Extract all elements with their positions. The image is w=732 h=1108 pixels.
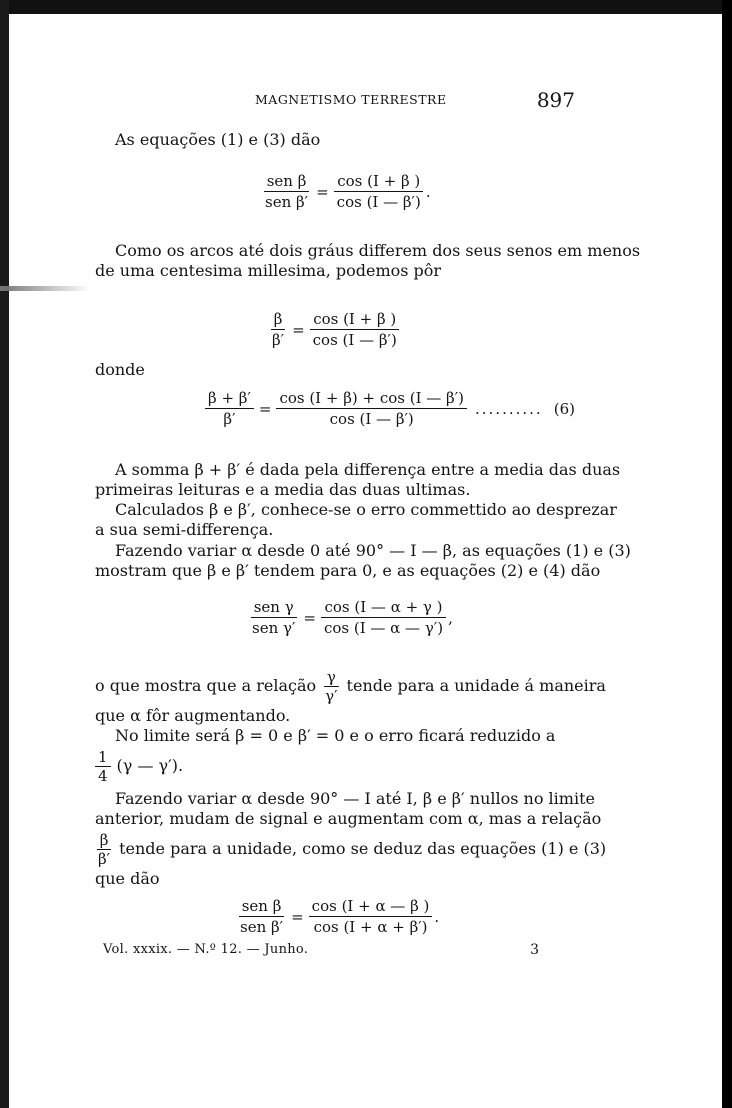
equation-final	[235, 897, 439, 936]
eq3-equals: =	[258, 399, 272, 418]
eq3-right-fraction	[276, 389, 467, 428]
para7-line1: Fazendo variar α desde 90° — I até I, β e β′ nullos no limite	[115, 789, 595, 808]
para2-line2: primeiras leituras e a media das duas ultimas.	[95, 480, 471, 499]
para4-line2: mostram que β e β′ tendem para 0, e as equações (2) e (4) dão	[95, 561, 601, 580]
eq5-right-den: cos (I + α + β′)	[313, 918, 428, 936]
para6-line1: No limite será β = 0 e β′ = 0 e o erro ficará reduzido a	[115, 726, 556, 745]
equation-6	[203, 389, 575, 428]
eq3-left-fraction	[205, 389, 254, 428]
eq1-equals: =	[316, 182, 329, 201]
para5-before: o que mostra que a relação	[95, 676, 317, 695]
eq1-left-den: sen β′	[265, 193, 309, 211]
para3-line1: Calculados β e β′, conhece-se o erro commettido ao desprezar	[115, 500, 617, 519]
paragraph-6	[95, 726, 575, 786]
para5-fraction	[322, 668, 340, 705]
para7-line2: anterior, mudam de signal e augmentam com α, mas a relação	[95, 809, 602, 828]
eq3-left-num: β + β′	[205, 389, 254, 409]
eq2-left-den: β′	[272, 331, 285, 349]
para5-after: tende para a unidade á maneira	[346, 676, 606, 695]
equation-gamma	[247, 598, 453, 637]
eq1-end: .	[425, 182, 431, 201]
eq3-left-den: β′	[223, 410, 236, 428]
paragraph-7	[95, 789, 607, 889]
volume-reference: Vol. xxxix. — N.º 12. — Junho.	[103, 942, 309, 957]
eq5-left-fraction	[237, 897, 286, 936]
para6-after: (γ — γ′).	[116, 756, 184, 775]
eq4-left-fraction	[249, 598, 298, 637]
donde-text: donde	[95, 360, 145, 379]
page-number: 897	[536, 88, 575, 112]
para5-line1	[95, 666, 606, 706]
eq5-equals: =	[291, 907, 304, 926]
eq4-left-num: sen γ	[251, 598, 297, 618]
para7-fraction	[95, 831, 113, 868]
intro-line	[95, 130, 595, 150]
eq4-right-fraction	[321, 598, 446, 637]
eq4-left-den: sen γ′	[252, 619, 296, 637]
eq3-leader-dots: ..........	[475, 399, 543, 418]
eq5-left-num: sen β	[239, 897, 285, 917]
eq2-equals: =	[292, 320, 305, 339]
para3-line2: a sua semi-differença.	[95, 520, 274, 539]
para7-after: tende para a unidade, como se deduz das equações (1) e (3)	[119, 839, 607, 858]
para6-frac-den: 4	[98, 767, 108, 785]
eq3-right-num: cos (I + β) + cos (I — β′)	[276, 389, 467, 409]
running-title: MAGNETISMO TERRESTRE	[255, 92, 447, 107]
eq1-right-fraction	[334, 172, 424, 211]
signature-mark: 3	[530, 942, 539, 958]
paragraph-4	[95, 541, 631, 581]
para1-line1: Como os arcos até dois gráus differem dos seus senos em menos	[115, 241, 641, 260]
eq1-left-num: sen β	[264, 172, 310, 192]
para7-frac-num: β	[97, 831, 112, 850]
scan-edge-left	[0, 0, 9, 1108]
eq5-end: .	[434, 907, 440, 926]
eq3-right-den: cos (I — β′)	[329, 410, 414, 428]
eq2-right-fraction	[310, 310, 400, 349]
eq5-left-den: sen β′	[240, 918, 284, 936]
equation-number: (6)	[553, 399, 575, 418]
eq1-left-fraction	[262, 172, 311, 211]
paragraph-1	[95, 241, 641, 281]
para7-frac-den: β′	[98, 850, 111, 868]
para1-line2: de uma centesima millesima, podemos pôr	[95, 261, 442, 280]
eq2-right-num: cos (I + β )	[310, 310, 399, 330]
intro-text: As equações (1) e (3) dão	[115, 130, 321, 149]
donde-line	[95, 360, 575, 380]
eq2-left-fraction	[269, 310, 287, 349]
para2-line1: A somma β + β′ é dada pela differença entre a media das duas	[115, 460, 621, 479]
eq4-right-den: cos (I — α — γ′)	[323, 619, 444, 637]
para7-line3	[95, 829, 607, 869]
para6-line2	[95, 746, 575, 786]
para6-frac-num: 1	[95, 748, 111, 767]
eq5-right-num: cos (I + α — β )	[309, 897, 433, 917]
equation-1	[260, 172, 431, 211]
eq4-end: ,	[448, 608, 453, 627]
para5-frac-num: γ	[324, 668, 339, 687]
para5-line2: que α fôr augmentando.	[95, 706, 291, 725]
equation-2	[267, 310, 402, 349]
paragraph-5	[95, 666, 606, 726]
eq5-right-fraction	[309, 897, 433, 936]
eq4-right-num: cos (I — α + γ )	[321, 598, 445, 618]
eq1-right-num: cos (I + β )	[334, 172, 423, 192]
page	[95, 0, 641, 1108]
para6-fraction	[95, 748, 111, 785]
paragraph-3	[95, 500, 617, 540]
eq2-left-num: β	[271, 310, 286, 330]
scan-edge-right	[722, 0, 732, 1108]
para5-frac-den: γ′	[325, 687, 338, 705]
eq2-right-den: cos (I — β′)	[312, 331, 397, 349]
para4-line1: Fazendo variar α desde 0 até 90° — I — β, as equações (1) e (3)	[115, 541, 631, 560]
eq1-right-den: cos (I — β′)	[336, 193, 421, 211]
running-header	[95, 88, 575, 112]
scan-artifact	[0, 286, 90, 291]
paragraph-2	[95, 460, 621, 500]
eq4-equals: =	[303, 608, 316, 627]
para7-line4: que dão	[95, 869, 160, 888]
